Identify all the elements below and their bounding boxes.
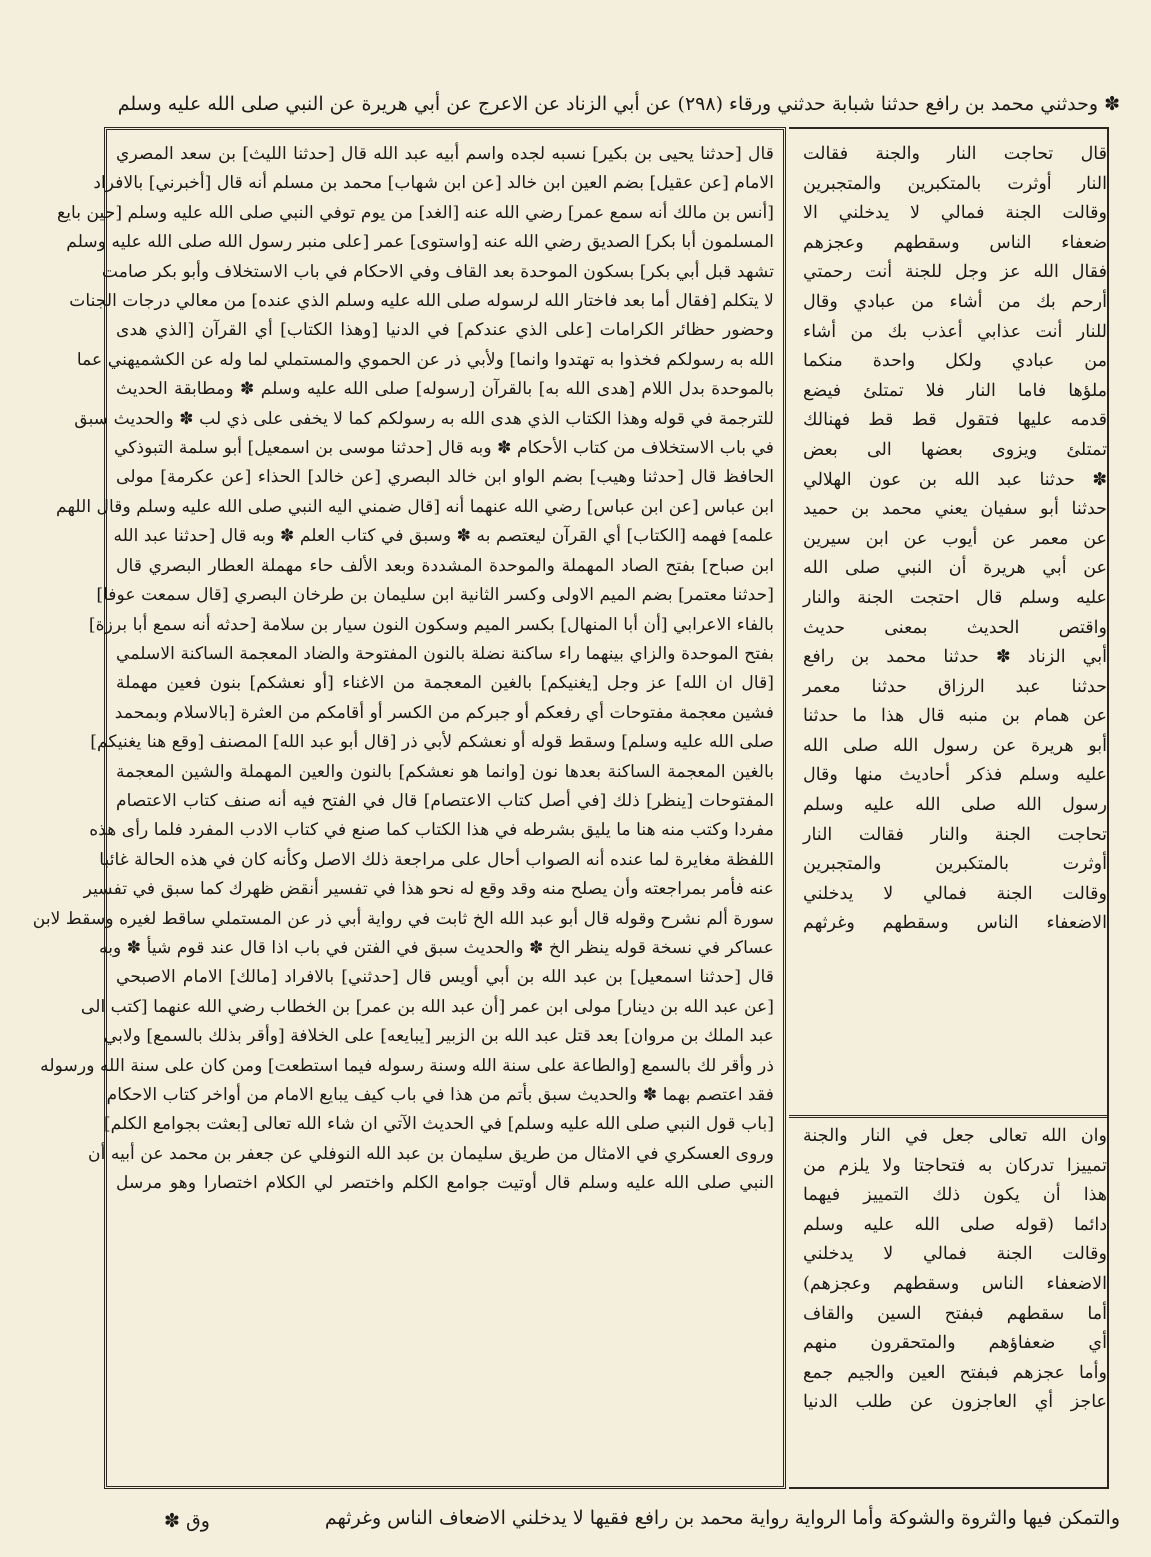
text-line: فقد اعتصم بهما ✽ والحديث سبق بأتم من هذا في باب كيف يبايع الامام من أواخر كتاب الاحكام [106,1085,774,1105]
text-line: بالغين المعجمة الساكنة بعدها نون [وانما هو نعشكم] بالنون والعين المهملة والشين المعجمة [116,761,774,782]
footer-line: والتمكن فيها والثروة والشوكة وأما الرواية رواية محمد بن رافع فقيها لا يدخلني الاضعاف الناس وغرثهم [324,1507,1120,1529]
text-line: الاضعفاء الناس وسقطهم وغرثهم [803,913,1107,934]
text-line: النار أوثرت بالمتكبرين والمتجبرين [803,173,1107,194]
text-line: سورة ألم نشرح وقوله قال أبو عبد الله الخ ثابت في رواية أبي ذر عن المستملي ساقط لغيره وسقط لابن [32,908,774,929]
text-line: بفتح الموحدة والزاي بينهما راء ساكنة نضلة بالنون المفتوحة والضاد المعجمة الساكنة الاسلمي [116,643,774,664]
text-line: عن معمر عن أيوب عن ابن سيرين [803,528,1107,549]
text-line: واقتص الحديث بمعنى حديث [803,617,1107,638]
text-line: علمه] فهمه [الكتاب] أي القرآن ليعتصم به ✽ وسبق في كتاب العلم ✽ وبه قال [حدثنا عبد الله [113,526,774,547]
text-line: [باب قول النبي صلى الله عليه وسلم] في الحديث الآتي ان شاء الله تعالى [بعثت بجوامع الكلم] [103,1114,774,1135]
text-line: حدثنا أبو سفيان يعني محمد بن حميد [803,499,1107,520]
text-line: الحافظ قال [حدثنا وهيب] بضم الواو ابن خالد البصري [عن خالد] الحذاء [عن عكرمة] مولى [116,467,774,488]
folio-mark: وق ✽ [164,1510,210,1532]
side-text-upper [803,140,1107,939]
text-line: [حدثنا معتمر] بضم الميم الاولى وكسر الثانية ابن سليمان بن طرخان البصري [قال سمعت عوفا] [96,585,774,606]
text-line: وقالت الجنة فمالي لا يدخلني [803,1244,1107,1265]
text-line: عليه وسلم فذكر أحاديث منها وقال [803,765,1107,786]
header-line: ✽ وحدثني محمد بن رافع حدثنا شبابة حدثني ورقاء (٢٩٨) عن أبي الزناد عن الاعرج عن أبي هريرة عن النبي صلى الله عليه وسلم [117,93,1120,115]
text-line: عاجز أي العاجزون عن طلب الدنيا [803,1392,1107,1413]
text-line: تمييزا تدركان به فتحاجتا ولا يلزم من [803,1155,1107,1176]
text-line: تشهد قبل أبي بكر] بسكون الموحدة بعد القاف وفي الاحكام في باب الاستخلاف وأبو بكر صامت [101,261,774,282]
text-line: وقالت الجنة فمالي لا يدخلني [803,883,1107,904]
text-line: فقال الله عز وجل للجنة أنت رحمتي [803,262,1107,283]
text-line: ابن عباس [عن ابن عباس] رضي الله عنهما أنه [قال ضمني اليه النبي صلى الله عليه وسلم وقال اللهم [56,496,774,517]
text-line: أما سقطهم فبفتح السين والقاف [803,1303,1107,1324]
text-line: تمتلئ ويزوى بعضها الى بعض [803,439,1107,460]
text-line: بالموحدة بدل اللام [هدى الله به] بالقرآن [رسوله] صلى الله عليه وسلم ✽ ومطابقة الحديث [116,379,774,400]
text-line: بالفاء الاعرابي [أن أبا المنهال] بكسر الميم وسكون النون سيار بن سلامة [حدثه أنه سمع أبا برزة] [88,614,774,635]
text-line: فشين معجمة مفتوحات أي رفعكم أو جبركم من الكسر أو أقامكم من العثرة [بالاسلام وبمحمد [114,702,774,723]
text-line: وقالت الجنة فمالي لا يدخلني الا [803,203,1107,224]
side-column-divider [789,1115,1109,1118]
text-line: ابن صباح] بفتح الصاد المهملة والموحدة المشددة وبعد الألف حاء مهملة العطار البصري قال [116,555,774,576]
text-line: قال [حدثنا اسمعيل] بن عبد الله بن أبي أويس قال [حدثني] بالافراد [مالك] الامام الاصبحي [116,967,774,988]
text-line: ✽ حدثنا عبد الله بن عون الهلالي [803,469,1107,490]
text-line: وأما عجزهم فبفتح العين والجيم جمع [803,1362,1107,1383]
text-line: هذا أن يكون ذلك التمييز فيهما [803,1185,1107,1206]
text-line: النبي صلى الله عليه وسلم قال أوتيت جوامع الكلم واختصر لي الكلام اختصارا وهو مرسل [116,1173,775,1194]
text-line: للترجمة في قوله وهذا الكتاب الذي هدى الله به رسولكم كما لا يخفى على ذي لب ✽ والحديث سبق [74,408,774,429]
text-line: ضعفاء الناس وسقطهم وعجزهم [803,232,1107,253]
text-line: مفردا وكتب منه هنا ما يليق بشرطه في هذا الكتاب كما صنع في كتاب الادب المفرد فلما رأى هذه [89,820,774,841]
text-line: من عبادي ولكل واحدة منكما [803,351,1107,372]
text-line: قال [حدثنا يحيى بن بكير] نسبه لجده واسم أبيه عبد الله قال [حدثنا الليث] بن سعد المصري [116,144,774,164]
text-line: رسول الله صلى الله عليه وسلم [803,795,1107,816]
text-line: اللفظة مغايرة لما عنده أنه الصواب أحال على مراجعة ذلك الاصل وكأنه كان في هذه الحالة غائبا [99,849,774,870]
text-line: [أنس بن مالك أنه سمع عمر] رضي الله عنه [الغد] من يوم توفي النبي صلى الله عليه وسلم [حين بايع [57,202,774,223]
text-line: وروى العسكري في الامثال من طريق سليمان بن عبد الله النوفلي عن جعفر بن محمد عن أبيه أن [88,1143,774,1164]
text-line: أي ضعفاؤهم والمتحقرون منهم [803,1333,1107,1354]
main-commentary-column [32,140,775,1199]
text-line: في باب الاستخلاف من كتاب الأحكام ✽ وبه قال [حدثنا موسى بن اسمعيل] أبو سلمة التبوذكي [114,438,774,459]
text-line: دائما (قوله صلى الله عليه وسلم [803,1214,1107,1235]
text-line: الاضعفاء الناس وسقطهم وعجزهم) [803,1273,1107,1294]
text-line: الامام [عن عقيل] بضم العين ابن خالد [عن ابن شهاب] محمد بن مسلم أنه قال [أخبرني] بالافراد [93,173,774,194]
text-line: عساكر في نسخة قوله ينظر الخ ✽ والحديث سبق في الفتن في باب اذا قال عند قوم شيأ ✽ وبه [98,937,774,958]
text-line: أوثرت بالمتكبرين والمتجبرين [803,854,1107,875]
text-line: حدثنا عبد الرزاق حدثنا معمر [803,676,1107,697]
text-line: أرحم بك من أشاء من عبادي وقال [803,291,1107,312]
text-line: لا يتكلم [فقال أما بعد فاختار الله لرسوله صلى الله عليه وسلم الذي عنده] من معالي درجات الجنات [69,291,774,312]
text-line: للنار أنت عذابي أعذب بك من أشاء [803,321,1107,342]
text-line: ملؤها فاما النار فلا تمتلئ فيضع [803,380,1107,401]
text-line: عنه فأمر بمراجعته وأن يصلح منه وقد وقع له نحو هذا في تفسير أنقض ظهرك كما سبق في تفسير [83,879,774,900]
text-line: عن أبي هريرة أن النبي صلى الله [803,558,1107,579]
text-line: [قال ان الله] عز وجل [يغنيكم] بالغين المعجمة من الاغناء [أو نعشكم] بنون فعين مهملة [116,673,774,694]
text-line: أبي الزناد ✽ حدثنا محمد بن رافع [803,647,1107,668]
text-line: صلى الله عليه وسلم] وسقط قوله أو نعشكم لأبي ذر [قال أبو عبد الله] المصنف [وقع هنا يغنيكم] [90,732,774,753]
side-text-lower [803,1122,1107,1418]
text-line: وان الله تعالى جعل في النار والجنة [803,1126,1107,1146]
text-line: عليه وسلم قال احتجت الجنة والنار [803,587,1107,608]
text-line: ذر وأقر لك بالسمع [والطاعة على سنة الله وسنة رسوله فيما استطعت] ومن كان على سنة الله ورسوله [40,1055,774,1076]
text-line: المفتوحات [ينظر] ذلك [في أصل كتاب الاعتصام] قال في الفتح فيه أنه صنف كتاب الاعتصام [116,790,774,811]
text-line: قدمه عليها فتقول قط قط فهنالك [803,410,1107,431]
text-line: قال تحاجت النار والجنة فقالت [803,144,1107,164]
text-line: عن همام بن منبه قال هذا ما حدثنا [803,706,1107,727]
text-line: تحاجت الجنة والنار فقالت النار [803,824,1107,845]
text-line: وحضور حظائر الكرامات [على الذي عندكم] في الدنيا [وهذا الكتاب] أي القرآن [الذي هدى [116,320,774,341]
text-line: أبو هريرة عن رسول الله صلى الله [803,735,1107,756]
text-line: [عن عبد الله بن دينار] مولى ابن عمر [أن عبد الله بن عمر] بن الخطاب رضي الله عنهما [كتب الى [80,996,774,1017]
text-line: عبد الملك بن مروان] بعد قتل عبد الله بن الزبير [يبايعه] على الخلافة [وأقر بذلك بالسمع] ولابي [103,1026,774,1047]
text-line: الله به رسولكم فخذوا به تهتدوا وانما] ولأبي ذر عن الحموي والمستملي لما وله عن الكشميهني عما [76,349,774,370]
text-line: المسلمون أبا بكر] الصديق رضي الله عنه [واستوى] عمر [على منبر رسول الله صلى الله عليه وسلم [66,232,774,253]
